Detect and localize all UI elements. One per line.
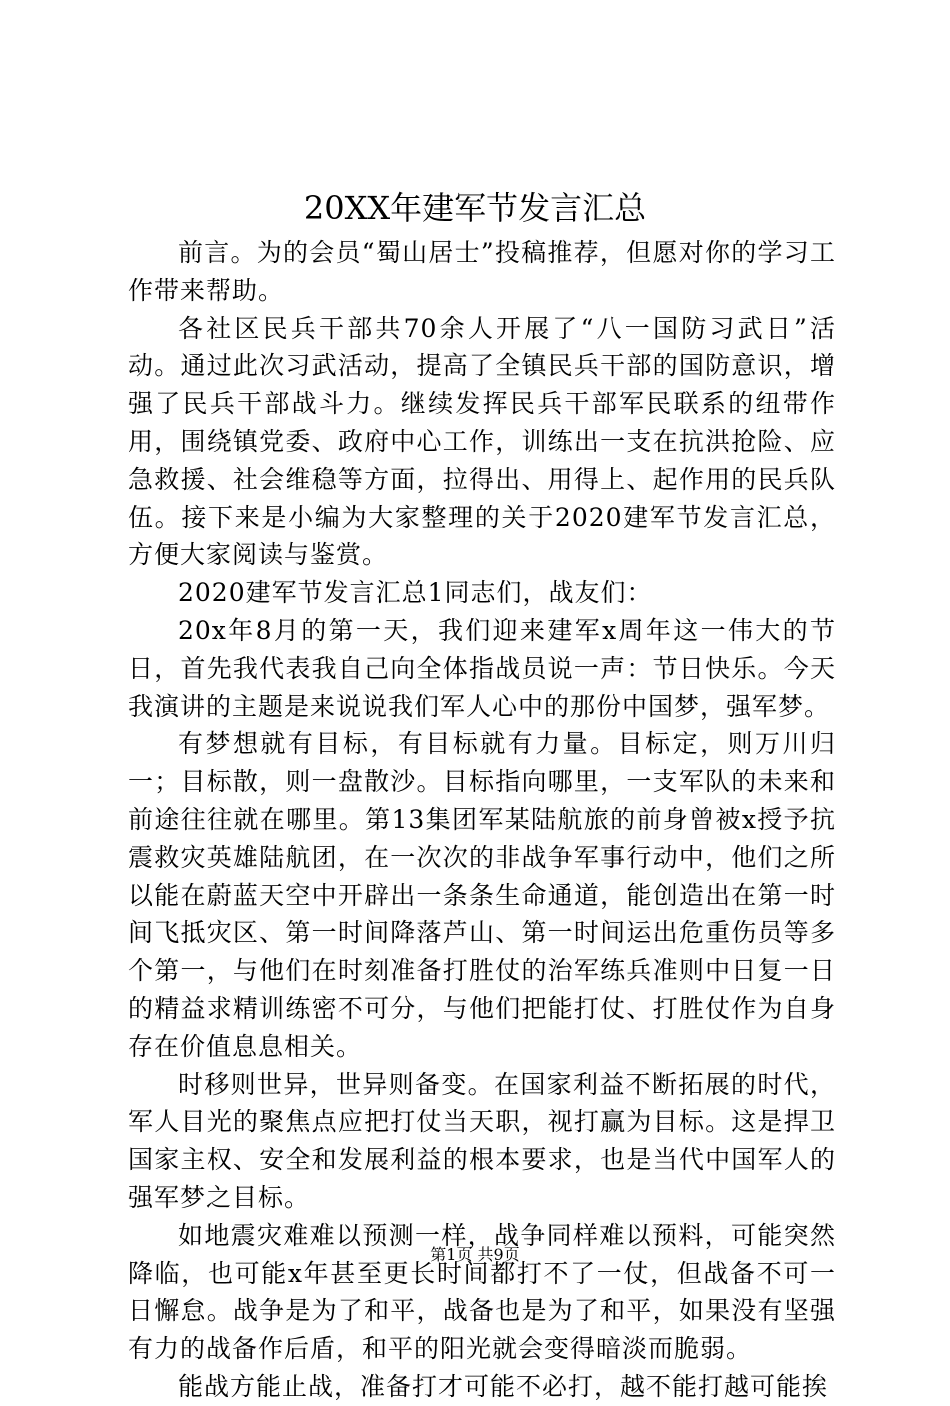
paragraph-opening: 20x年8月的第一天，我们迎来建军x周年这一伟大的节日，首先我代表我自己向全体指战员说一声：节日快乐。今天我演讲的主题是来说说我们军人心中的那份中国梦，强军梦。	[128, 615, 836, 721]
paragraph-intro: 各社区民兵干部共70余人开展了“八一国防习武日”活动。通过此次习武活动，提高了全镇民兵干部的国防意识，增强了民兵干部战斗力。继续发挥民兵干部军民联系的纽带作用，围绕镇党委、政府中心工作，训练出一支在抗洪抢险、应急救援、社会维稳等方面，拉得出、用得上、起作用的民兵队伍。接下来是小编为大家整理的关于2020建军节发言汇总，方便大家阅读与鉴赏。	[128, 313, 836, 570]
page-footer: 第1页 共9页	[430, 1245, 520, 1264]
document-body	[128, 234, 836, 1406]
paragraph-speech-heading: 2020建军节发言汇总1同志们，战友们：	[178, 578, 653, 608]
paragraph-fight-to-stop: 能战方能止战，准备打才可能不必打，越不能打越可能挨	[178, 1371, 829, 1401]
paragraph-dream-goal: 有梦想就有目标，有目标就有力量。目标定，则万川归一；目标散，则一盘散沙。目标指向哪里，一支军队的未来和前途往往就在哪里。第13集团军某陆航旅的前身曾被x授予抗震救灾英雄陆航团，在一次次的非战争军事行动中，他们之所以能在蔚蓝天空中开辟出一条条生命通道，能创造出在第一时间飞抵灾区、第一时间降落芦山、第一时间运出危重伤员等多个第一，与他们在时刻准备打胜仗的治军练兵准则中日复一日的精益求精训练密不可分，与他们把能打仗、打胜仗作为自身存在价值息息相关。	[128, 729, 836, 1061]
paragraph-preface: 前言。为的会员“蜀山居士”投稿推荐，但愿对你的学习工作带来帮助。	[128, 238, 836, 305]
document-title: 20XX年建军节发言汇总	[303, 189, 647, 227]
paragraph-war-readiness: 如地震灾难难以预测一样，战争同样难以预料，可能突然降临，也可能x年甚至更长时间都打不了一仗，但战备不可一日懈怠。战争是为了和平，战备也是为了和平，如果没有坚强有力的战备作后盾，和平的阳光就会变得暗淡而脆弱。	[128, 1220, 836, 1364]
paragraph-times-change: 时移则世异，世异则备变。在国家利益不断拓展的时代，军人目光的聚焦点应把打仗当天职，视打赢为目标。这是捍卫国家主权、安全和发展利益的根本要求，也是当代中国军人的强军梦之目标。	[128, 1069, 836, 1212]
